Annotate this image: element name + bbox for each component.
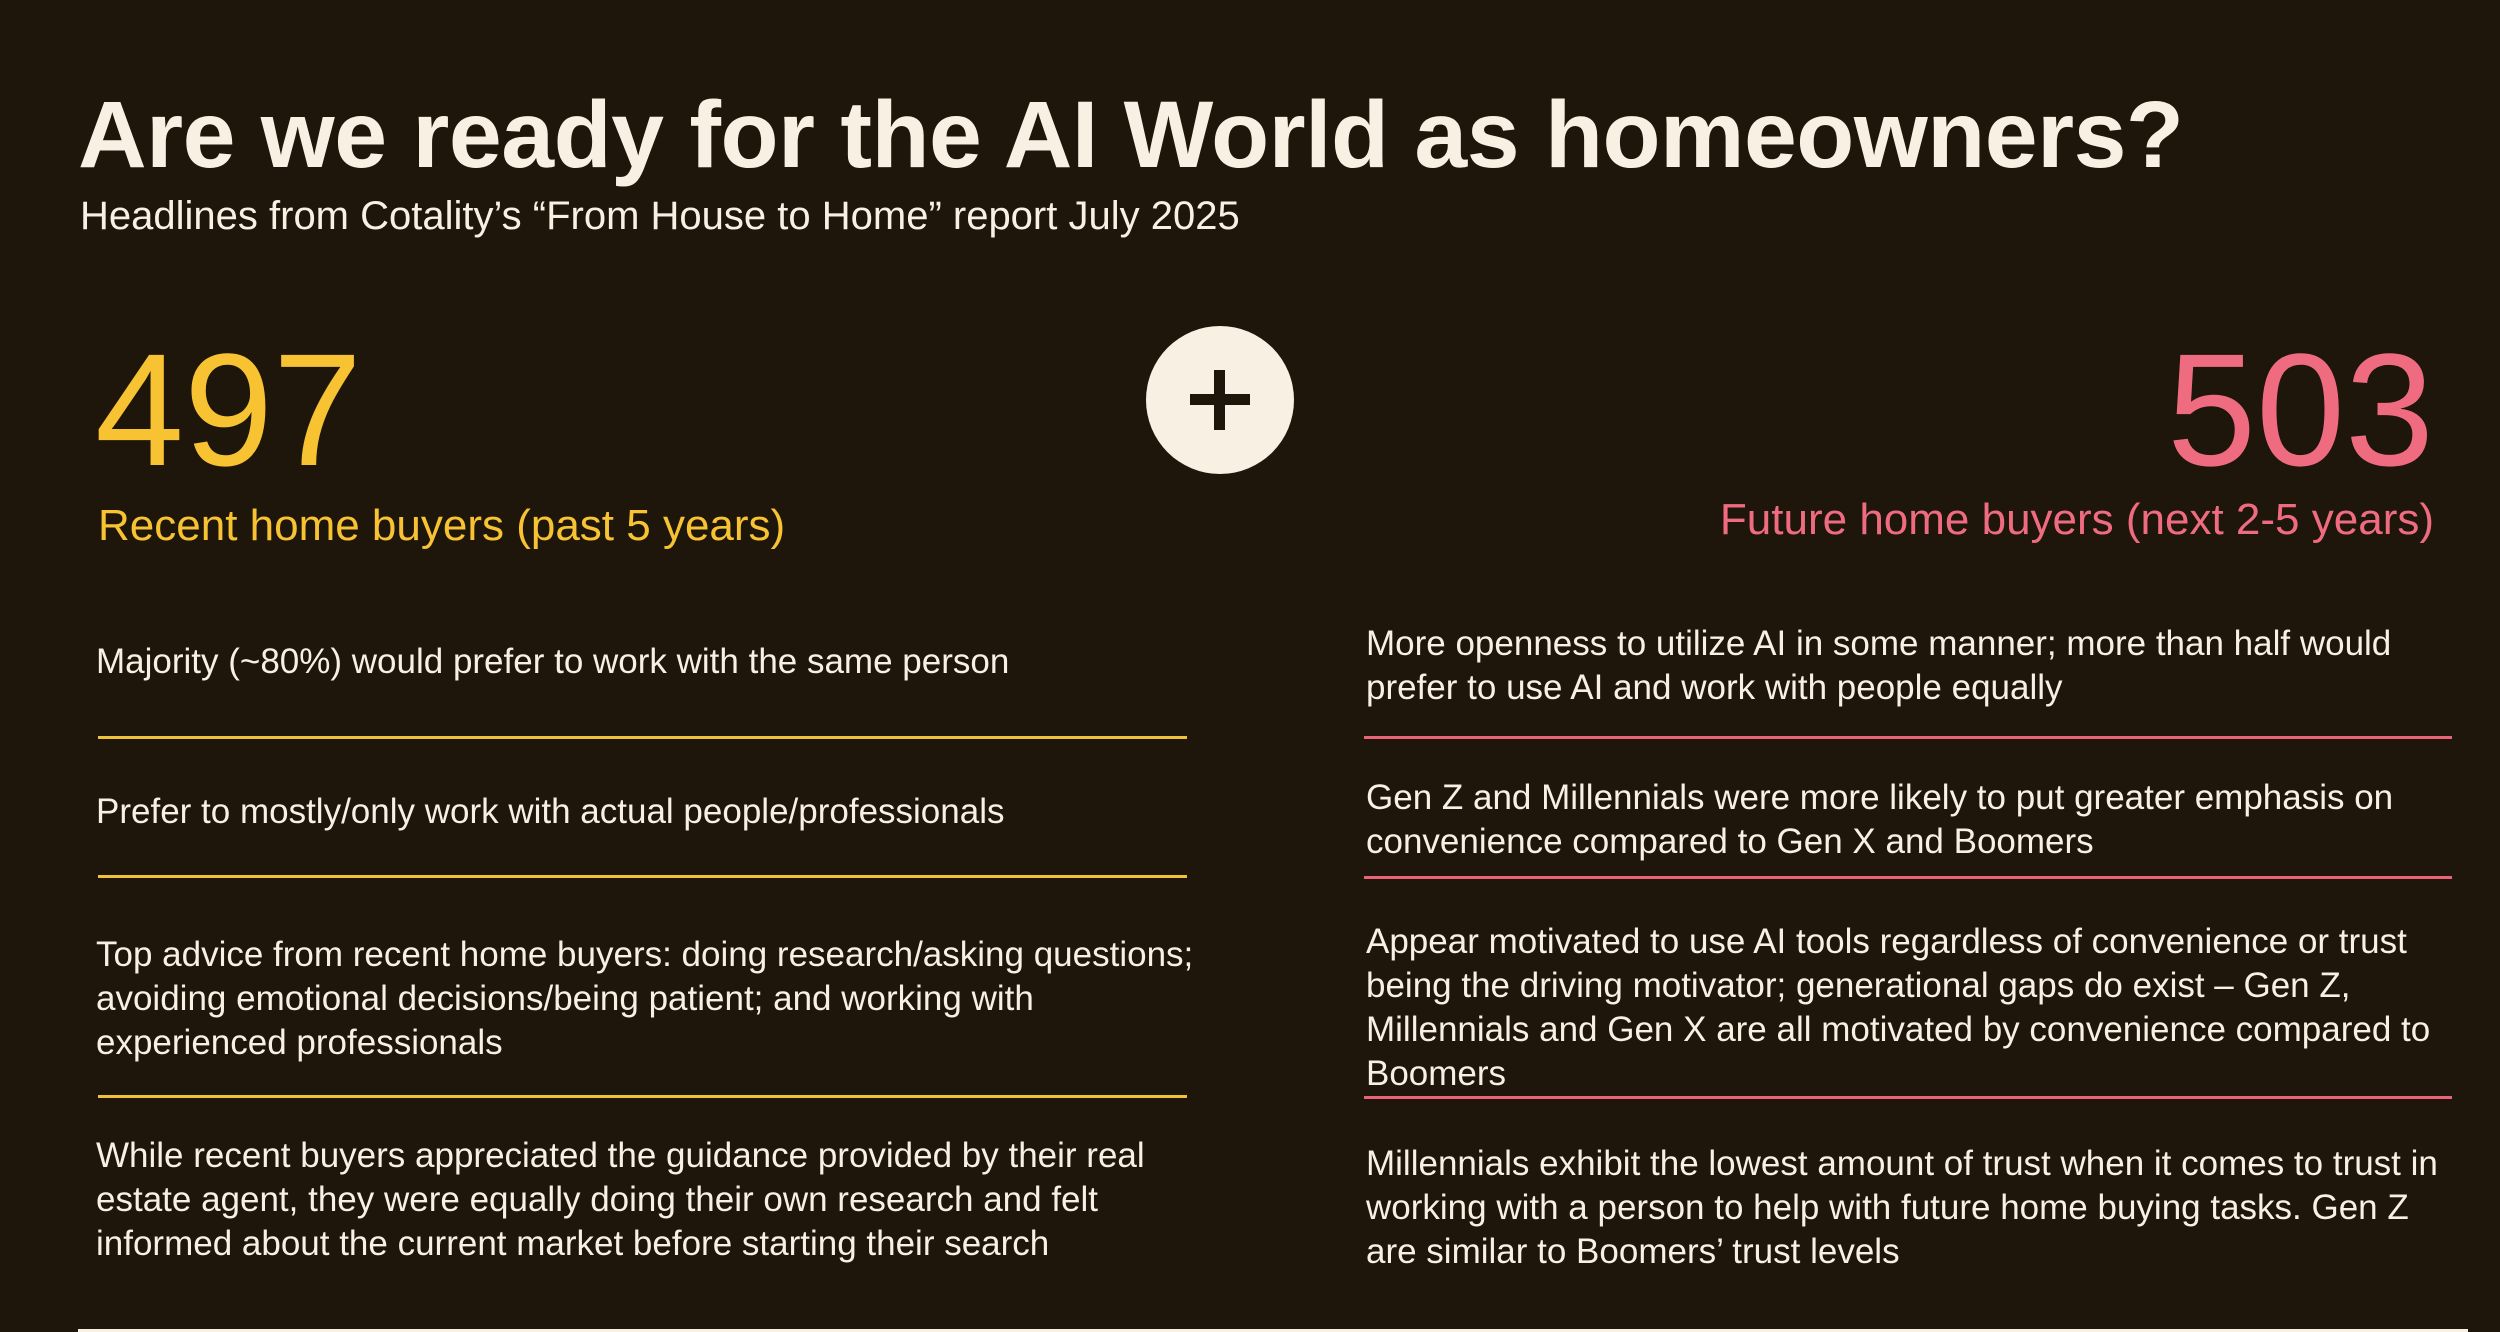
list-item: Gen Z and Millennials were more likely to put greater emphasis on convenience compared to Gen X and Boomers xyxy=(1366,778,2394,861)
recent-buyers-label: Recent home buyers (past 5 years) xyxy=(98,501,786,550)
divider xyxy=(98,875,1187,878)
page-subtitle: Headlines from Cotality’s “From House to Home” report July 2025 xyxy=(80,194,1240,238)
plus-icon xyxy=(1146,326,1294,474)
page-title: Are we ready for the AI World as homeowners? xyxy=(78,82,2184,188)
list-item: While recent buyers appreciated the guidance provided by their real estate agent, they were equally doing their own research and felt informed about the current market before starting their search xyxy=(96,1136,1145,1263)
future-buyers-count: 503 xyxy=(2167,320,2434,499)
divider xyxy=(1364,1096,2452,1099)
list-item: More openness to utilize AI in some manner; more than half would prefer to use AI and work with people equally xyxy=(1366,624,2392,707)
divider xyxy=(98,736,1187,739)
list-item: Majority (~80%) would prefer to work with the same person xyxy=(96,642,1010,681)
divider xyxy=(1364,876,2452,879)
list-item: Top advice from recent home buyers: doing research/asking questions; avoiding emotional decisions/being patient; and working with experienced professionals xyxy=(96,935,1194,1062)
recent-buyers-count: 497 xyxy=(95,320,362,499)
list-item: Millennials exhibit the lowest amount of trust when it comes to trust in working with a person to help with future home buying tasks. Gen Z are similar to Boomers’ trust levels xyxy=(1366,1144,2438,1271)
divider xyxy=(98,1095,1187,1098)
list-item: Prefer to mostly/only work with actual people/professionals xyxy=(96,792,1005,831)
future-buyers-label: Future home buyers (next 2-5 years) xyxy=(1719,495,2434,544)
list-item: Appear motivated to use AI tools regardless of convenience or trust being the driving motivator; generational gaps do exist – Gen Z, Millennials and Gen X are all motivated by convenience compared to Boomers xyxy=(1366,922,2431,1093)
divider xyxy=(1364,736,2452,739)
